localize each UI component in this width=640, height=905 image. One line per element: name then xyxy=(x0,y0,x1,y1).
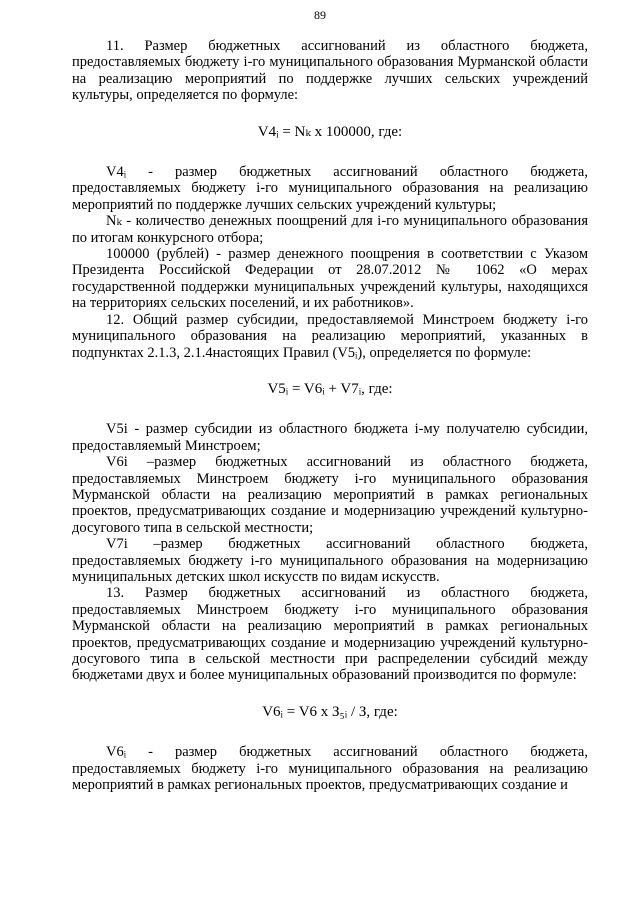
definition-v5: V5i - размер субсидии из областного бюджета i-му получателю субсидии, предоставляемый Минстроем; xyxy=(72,421,588,454)
definition-nk: Nₖ - количество денежных поощрений для i-го муниципального образования по итогам конкурсного отбора; xyxy=(72,213,588,246)
paragraph-11: 11. Размер бюджетных ассигнований из областного бюджета, предоставляемых бюджету i-го муниципального образования Мурманской области на реализацию мероприятий по поддержке лучших сельских учреждений культуры, определяется по формуле: xyxy=(72,38,588,104)
paragraph-13: 13. Размер бюджетных ассигнований из областного бюджета, предоставляемых Минстроем бюджету i-го муниципального образования Мурманской области на реализацию мероприятий в рамках региональных проектов, предусматривающих создание и модернизацию учреждений культурно-досугового типа в сельской местности при распределении субсидий между бюджетами двух и более муниципальных образований производится по формуле: xyxy=(72,585,588,684)
paragraph-12: 12. Общий размер субсидии, предоставляемой Минстроем бюджету i-го муниципального образования на реализацию мероприятий, указанных в подпунктах 2.1.3, 2.1.4настоящих Правил (V5ᵢ), определяется по формуле: xyxy=(72,311,588,361)
formula-v4: V4ᵢ = Nₖ x 100000, где: xyxy=(257,123,403,140)
definition-100000: 100000 (рублей) - размер денежного поощрения в соответствии с Указом Президента Российской Федерации от 28.07.2012 № 1062 «О мерах государственной поддержки муниципальных учреждений культуры, находящихся на территориях сельских поселений, и их работников». xyxy=(72,246,588,312)
definition-v6: V6i –размер бюджетных ассигнований из областного бюджета, предоставляемых Минстроем бюджету i-го муниципального образования Мурманской области на реализацию мероприятий в рамках региональных проектов, предусматривающих создание и модернизацию учреждений культурно-досугового типа в сельской местности; xyxy=(72,454,588,536)
definition-v4: V4ᵢ - размер бюджетных ассигнований областного бюджета, предоставляемых бюджету i-го муниципального образования на реализацию мероприятий по поддержке лучших сельских учреждений культуры; xyxy=(72,164,588,213)
definition-v7: V7i –размер бюджетных ассигнований областного бюджета, предоставляемых бюджету i-го муниципального образования на модернизацию муниципальных детских школ искусств по видам искусств. xyxy=(72,536,588,585)
page-number: 89 xyxy=(314,8,326,22)
document-body xyxy=(72,38,588,793)
formula-v6: V6ᵢ = V6 x З₅ᵢ / З, где: xyxy=(262,703,398,720)
definition-v6i: V6ᵢ - размер бюджетных ассигнований областного бюджета, предоставляемых бюджету i-го муниципального образования на реализацию мероприятий в рамках региональных проектов, предусматривающих создание и xyxy=(72,744,588,794)
formula-v5: V5ᵢ = V6ᵢ + V7ᵢ, где: xyxy=(267,380,393,397)
